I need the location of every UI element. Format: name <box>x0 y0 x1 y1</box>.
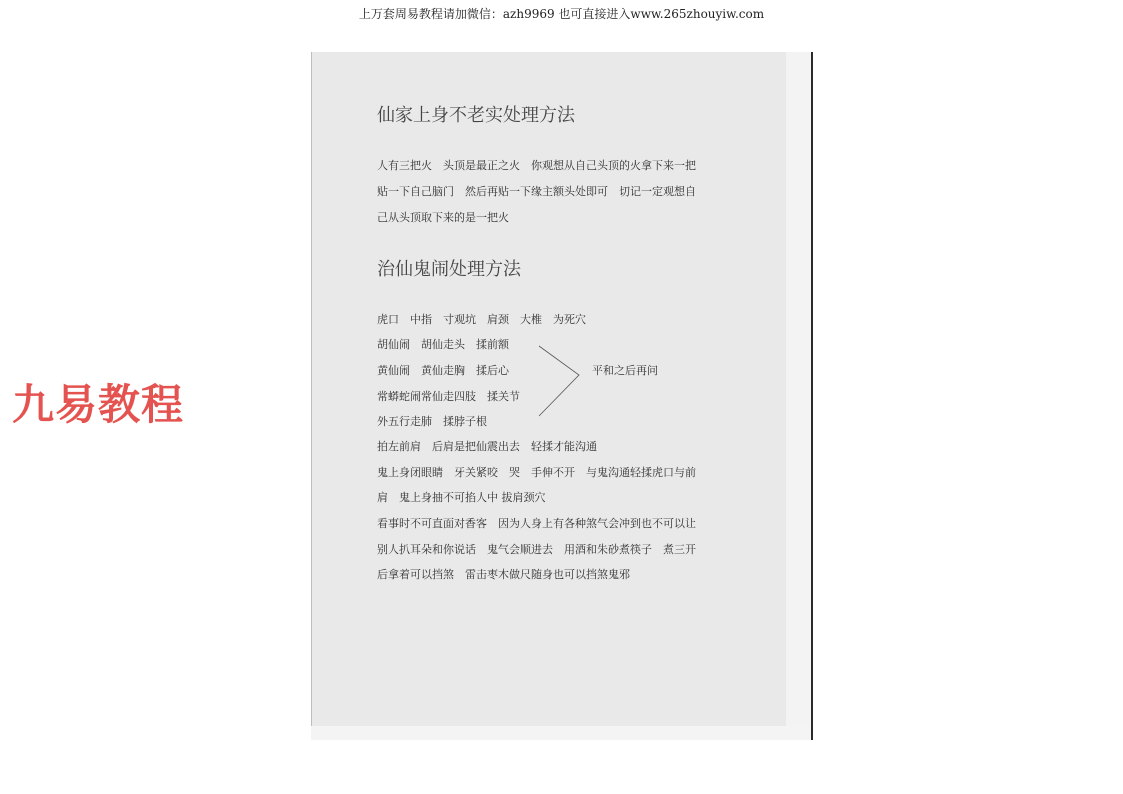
page-right-edge <box>811 52 813 740</box>
section2-line: 常蟒蛇闹常仙走四肢 揉关节 <box>377 390 520 403</box>
page-left-edge <box>311 52 312 740</box>
section2-title: 治仙鬼闹处理方法 <box>377 259 521 280</box>
scanned-page <box>311 52 812 740</box>
header-banner-text: 上万套周易教程请加微信：azh9969 也可直接进入www.265zhouyiw.com <box>358 7 765 21</box>
section1-title: 仙家上身不老实处理方法 <box>377 105 575 126</box>
section2-line: 外五行走肺 揉脖子根 <box>377 415 487 428</box>
page-bottom-margin <box>311 726 812 740</box>
section1-line: 己从头顶取下来的是一把火 <box>377 211 509 224</box>
section2-line: 拍左前肩 后肩是把仙震出去 轻揉才能沟通 <box>377 440 597 453</box>
section2-line: 别人扒耳朵和你说话 鬼气会顺进去 用酒和朱砂煮筷子 煮三开 <box>377 543 696 556</box>
section2-line: 鬼上身闭眼睛 牙关紧咬 哭 手伸不开 与鬼沟通轻揉虎口与前 <box>377 466 696 479</box>
section2-line: 后拿着可以挡煞 雷击枣木做尺随身也可以挡煞鬼邪 <box>377 568 630 581</box>
section2-line: 看事时不可直面对香客 因为人身上有各种煞气会冲到也不可以让 <box>377 517 696 530</box>
page-right-margin <box>786 52 812 740</box>
section1-line: 贴一下自己脑门 然后再贴一下缘主额头处即可 切记一定观想自 <box>377 185 696 198</box>
side-note: 平和之后再问 <box>592 364 658 377</box>
section1-line: 人有三把火 头顶是最正之火 你观想从自己头顶的火拿下来一把 <box>377 159 696 172</box>
watermark-logo: 九易教程 <box>12 380 185 429</box>
section2-line: 黄仙闹 黄仙走胸 揉后心 <box>377 364 509 377</box>
section2-line: 肩 鬼上身抽不可掐人中 拔肩颈穴 <box>377 491 546 504</box>
bracket-connector <box>537 344 587 419</box>
section2-line: 虎口 中指 寸观坑 肩颈 大椎 为死穴 <box>377 313 586 326</box>
section2-line: 胡仙闹 胡仙走头 揉前额 <box>377 338 509 351</box>
